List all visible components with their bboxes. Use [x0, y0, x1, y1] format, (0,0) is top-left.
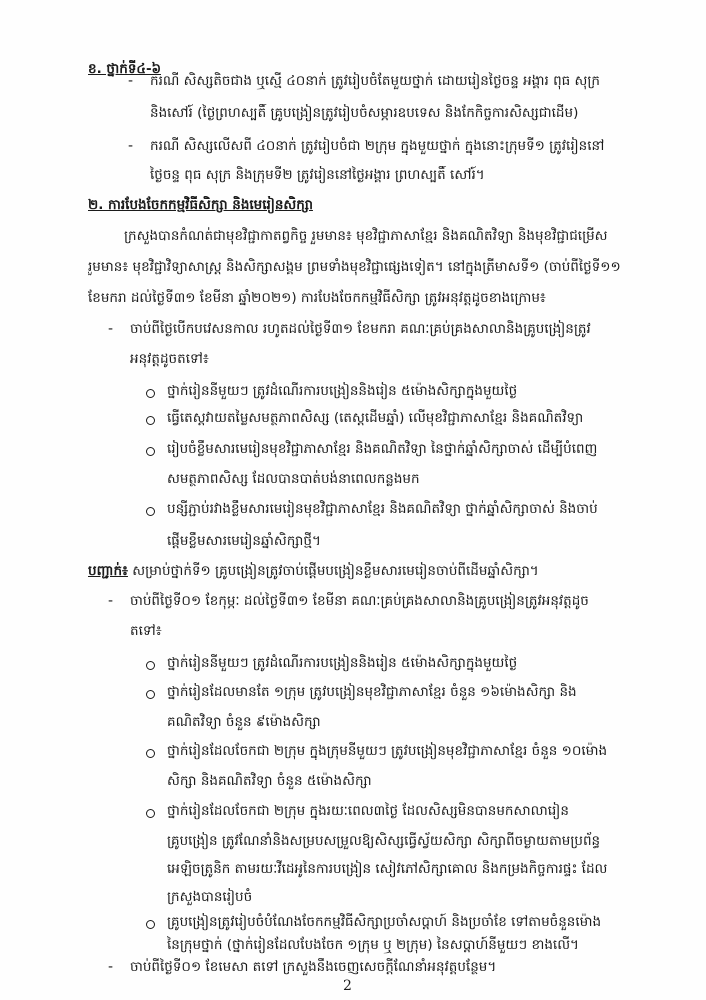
bullet-line: ធ្វើតេស្តវាយតម្លៃសមត្ថភាពសិស្ស (តេស្តដើមឆ្នាំ) លើមុខវិជ្ជាភាសាខ្មែរ និងគណិតវិទ្យា	[167, 410, 584, 426]
bullet-circle-icon	[146, 447, 155, 456]
bullet-circle-icon	[146, 690, 155, 699]
paragraph-line: ចាប់ពីថ្ងៃទី០១ ខែកុម្ភៈ ដល់ថ្ងៃទី៣១ ខែមីនា គណៈគ្រប់គ្រងសាលានិងគ្រូបង្រៀនត្រូវអនុវត្តដូច	[130, 593, 589, 609]
note-line	[88, 562, 539, 580]
bullet-line: គ្រូបង្រៀនត្រូវរៀបចំបំណែងចែកកម្មវិធីសិក្សាប្រចាំសប្តាហ៍ និងប្រចាំខែ ទៅតាមចំនួនម៉ោង	[167, 914, 602, 930]
bullet-line: ថ្នាក់រៀននីមួយៗ ត្រូវដំណើរការបង្រៀននិងរៀន ៥ម៉ោងសិក្សាក្នុងមួយថ្ងៃ	[167, 383, 518, 399]
bullet-line: ថ្នាក់រៀនដែលចែកជា ២ក្រុម ក្នុងក្រុមនីមួយៗ ត្រូវបង្រៀនមុខវិជ្ជាភាសាខ្មែរ ចំនួន ១០ម៉ោង	[167, 743, 608, 759]
bullet-circle-icon	[146, 749, 155, 758]
bullet-circle-icon	[146, 661, 155, 670]
page-number: 2	[343, 978, 352, 994]
dash-marker: -	[108, 593, 114, 609]
paragraph-line: អនុវត្តដូចតទៅ៖	[130, 351, 209, 367]
paragraph-line: ករណី សិស្សលើសពី ៤០នាក់ ត្រូវរៀបចំជា ២ក្រុម ក្នុងមួយថ្នាក់ ក្នុងនោះក្រុមទី១ ត្រូវរៀននៅ	[150, 138, 605, 154]
bullet-circle-icon	[146, 416, 155, 425]
paragraph-line: តទៅ៖	[130, 623, 162, 639]
paragraph-line: ចាប់ពីថ្ងៃបើកបវេសនកាល រហូតដល់ថ្ងៃទី៣១ ខែមករា គណៈគ្រប់គ្រងសាលានិងគ្រូបង្រៀនត្រូវ	[130, 321, 591, 337]
paragraph-line: និងសៅរ៍ (ថ្ងៃព្រហស្បតិ៍ គ្រូបង្រៀនត្រូវរៀបចំសម្ភារឧបទេស និងកែកិច្ចការសិស្សជាដើម)	[150, 105, 579, 121]
bullet-line: នៃក្រុមថ្នាក់ (ថ្នាក់រៀនដែលបែងចែក ១ក្រុម ឬ ២ក្រុម) នៃសប្តាហ៍នីមួយៗ ខាងលើ។	[167, 937, 579, 953]
intro-line: ខែមករា ដល់ថ្ងៃទី៣១ ខែមីនា ឆ្នាំ២០២១) ការបែងចែកកម្មវិធីសិក្សា ត្រូវអនុវត្តដូចខាងក្រោម៖	[88, 290, 546, 306]
dash-marker: -	[108, 321, 114, 337]
dash-marker: -	[128, 73, 134, 89]
bullet-circle-icon	[146, 389, 155, 398]
intro-line: រួមមាន៖ មុខវិជ្ជាវិទ្យាសាស្ត្រ និងសិក្សាសង្គម ព្រមទាំងមុខវិជ្ជាផ្សេងទៀត។ នៅក្នុងត្រីមាសទី១ (ចាប់ពីថ្ងៃទី១១	[88, 259, 621, 275]
section-b-heading: ខ. ថ្នាក់ទី៤-៦	[88, 61, 162, 77]
bullet-line: ផ្តើមខ្លឹមសារមេរៀនឆ្នាំសិក្សាថ្មី។	[167, 533, 321, 549]
note-label: បញ្ជាក់៖	[88, 563, 128, 579]
note-text: សម្រាប់ថ្នាក់ទី១ គ្រូបង្រៀនត្រូវចាប់ផ្តើមបង្រៀនខ្លឹមសារមេរៀនចាប់ពីដើមឆ្នាំសិក្សា។	[132, 563, 539, 579]
bullet-line: ថ្នាក់រៀនដែលមានតែ ១ក្រុម ត្រូវបង្រៀនមុខវិជ្ជាភាសាខ្មែរ ចំនួន ១៦ម៉ោងសិក្សា និង	[167, 684, 577, 700]
bullet-line: សមត្ថភាពសិស្ស ដែលបានបាត់បង់នាពេលកន្លងមក	[167, 471, 420, 487]
bullet-line: បន្សីភ្ជាប់រវាងខ្លឹមសារមេរៀនមុខវិជ្ជាភាសាខ្មែរ និងគណិតវិទ្យា ថ្នាក់ឆ្នាំសិក្សាចាស់ និងចាប់	[167, 501, 598, 517]
bullet-circle-icon	[146, 809, 155, 818]
paragraph-line: ករណី សិស្សតិចជាង ឬស្មើ ៤០នាក់ ត្រូវរៀបចំតែមួយថ្នាក់ ដោយរៀនថ្ងៃចន្ទ អង្គារ ពុធ សុក្រ	[150, 73, 600, 89]
section-2-heading: ២. ការបែងចែកកម្មវិធីសិក្សា និងមេរៀនសិក្សា	[88, 197, 313, 213]
bullet-line: គ្រូបង្រៀន ត្រូវណែនាំនិងសម្របសម្រួលឱ្យសិស្សធ្វើស្វ័យសិក្សា សិក្សាពីចម្ងាយតាមប្រព័ន្ធ	[167, 833, 601, 849]
bullet-line: ថ្នាក់រៀនដែលចែកជា ២ក្រុម ក្នុងរយៈពេល៣ថ្ងៃ ដែលសិស្សមិនបានមកសាលារៀន	[167, 803, 569, 819]
paragraph-line: ថ្ងៃចន្ទ ពុធ សុក្រ និងក្រុមទី២ ត្រូវរៀននៅថ្ងៃអង្គារ ព្រហស្បតិ៍ សៅរ៍។	[150, 167, 485, 183]
bullet-line: សិក្សា និងគណិតវិទ្យា ចំនួន ៥ម៉ោងសិក្សា	[167, 773, 372, 789]
bullet-line: ថ្នាក់រៀននីមួយៗ ត្រូវដំណើរការបង្រៀននិងរៀន ៥ម៉ោងសិក្សាក្នុងមួយថ្ងៃ	[167, 655, 518, 671]
intro-line: ក្រសួងបានកំណត់ជាមុខវិជ្ជាកាតព្វកិច្ច រួមមាន៖ មុខវិជ្ជាភាសាខ្មែរ និងគណិតវិទ្យា និងមុខវិជ្ជាជម្រើស	[124, 228, 608, 244]
bullet-circle-icon	[146, 920, 155, 929]
bullet-line: គណិតវិទ្យា ចំនួន ៩ម៉ោងសិក្សា	[167, 714, 321, 730]
bullet-line: អេឡិចត្រូនិក តាមរយៈវីដេអូនៃការបង្រៀន សៀវភៅសិក្សាគោល និងកម្រងកិច្ចការផ្ទះ ដែល	[167, 861, 608, 877]
dash-marker: -	[128, 138, 134, 154]
dash-marker: -	[108, 959, 114, 975]
bullet-line: រៀបចំខ្លឹមសារមេរៀនមុខវិជ្ជាភាសាខ្មែរ និងគណិតវិទ្យា នៃថ្នាក់ឆ្នាំសិក្សាចាស់ ដើម្បីបំពេញ	[167, 441, 598, 457]
bullet-line: ក្រសួងបានរៀបចំ	[167, 889, 253, 905]
bullet-circle-icon	[146, 507, 155, 516]
paragraph-line: ចាប់ពីថ្ងៃទី០១ ខែមេសា តទៅ ក្រសួងនឹងចេញសេចក្តីណែនាំអនុវត្តបន្ថែម។	[130, 959, 497, 975]
